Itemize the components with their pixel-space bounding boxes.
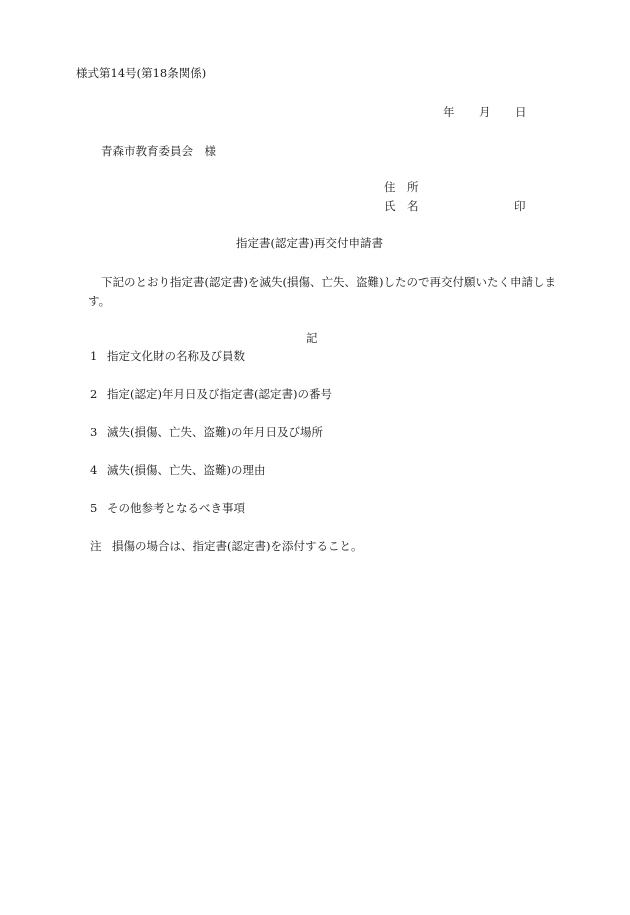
item-number: 1 bbox=[90, 349, 98, 363]
item-text: 指定(認定)年月日及び指定書(認定書)の番号 bbox=[107, 387, 332, 401]
ki-label: 記 bbox=[306, 331, 318, 345]
item-text: 指定文化財の名称及び員数 bbox=[107, 349, 245, 363]
item-number: 5 bbox=[90, 501, 98, 515]
item-text: 滅失(損傷、亡失、盗難)の理由 bbox=[107, 463, 266, 477]
name-label: 氏 名 bbox=[384, 199, 419, 213]
document-title: 指定書(認定書)再交付申請書 bbox=[236, 236, 383, 250]
address-label: 住 所 bbox=[384, 180, 419, 194]
item-number: 2 bbox=[90, 387, 98, 401]
item-number: 4 bbox=[90, 463, 98, 477]
date-day-label: 日 bbox=[515, 105, 527, 119]
note-text: 損傷の場合は、指定書(認定書)を添付すること。 bbox=[112, 539, 363, 553]
date-year-label: 年 bbox=[443, 105, 455, 119]
form-number: 様式第14号(第18条関係) bbox=[76, 66, 207, 80]
item-number: 3 bbox=[90, 425, 98, 439]
item-text: その他参考となるべき事項 bbox=[107, 501, 245, 515]
seal-label: 印 bbox=[514, 199, 526, 213]
addressee: 青森市教育委員会 様 bbox=[101, 144, 216, 158]
body-paragraph: 下記のとおり指定書(認定書)を滅失(損傷、亡失、盗難)したので再交付願いたく申請します。 bbox=[88, 275, 556, 308]
note-label: 注 bbox=[90, 539, 102, 553]
date-month-label: 月 bbox=[479, 105, 491, 119]
item-text: 滅失(損傷、亡失、盗難)の年月日及び場所 bbox=[107, 425, 323, 439]
